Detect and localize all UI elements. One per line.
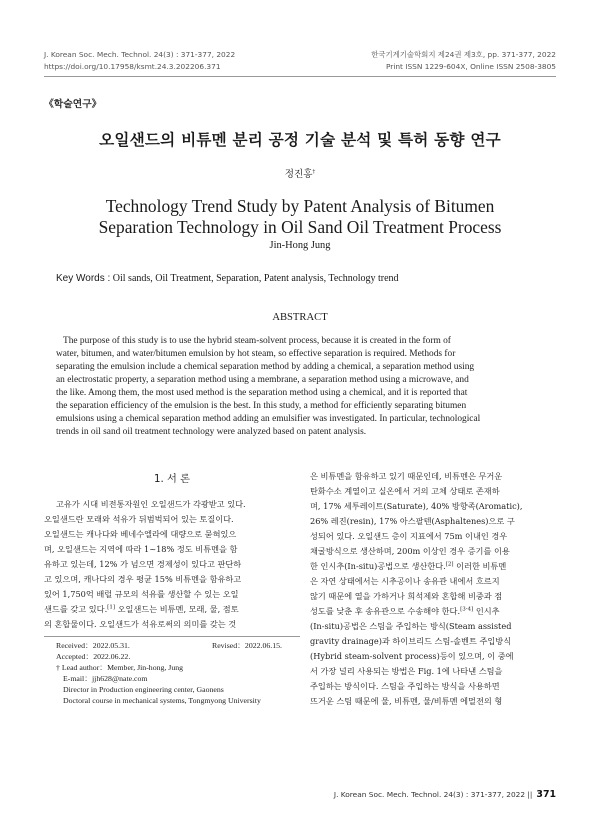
author-korean <box>0 166 600 180</box>
title-english-line-1: Technology Trend Study by Patent Analysis of Bitumen <box>105 196 495 216</box>
body-line: 오일샌드는 캐나다와 베네수엘라에 대량으로 묻혀있으 <box>44 529 237 539</box>
keywords-label: Key Words : <box>56 273 111 284</box>
abstract-line: trends in oil sand oil treatment technology were analyzed based on patent analysis. <box>56 427 367 437</box>
abstract-line: water, bitumen, and water/bitumen emulsion by hot steam, so effective separation is required. Methods for <box>56 349 456 359</box>
footer-citation: J. Korean Soc. Mech. Technol. 24(3) : 371-377, 2022 || <box>333 790 533 799</box>
body-line: 은 자연 상태에서는 시추공이나 송유관 내에서 흐르지 <box>310 576 500 586</box>
author-english: Jin-Hong Jung <box>269 240 331 251</box>
lead-author: † Lead author：Member, Jin-hong, Jung <box>56 663 184 672</box>
body-line: 26% 레진(resin), 17% 아스팔텐(Asphaltenes)으로 구 <box>310 516 515 526</box>
issn-info: Print ISSN 1229-604X, Online ISSN 2508-3805 <box>385 62 556 71</box>
abstract-line: an electrostatic property, a separation method using a membrane, a separation method using a microwave, and <box>56 375 469 385</box>
body-line: 유하고 있는데, 12% 가 넘으면 경제성이 있다고 판단하 <box>44 559 242 569</box>
citation-marker[interactable]: [1] <box>107 604 115 611</box>
body-line: 고 있으며, 캐나다의 경우 평균 15% 비튜멘을 함유하고 <box>44 574 242 584</box>
title-english-line-2: Separation Technology in Oil Sand Oil Treatment Process <box>98 217 502 237</box>
title-korean: 오일샌드의 비튜멘 분리 공정 기술 분석 및 특허 동향 연구 <box>99 131 501 149</box>
accepted-date: Accepted：2022.06.22. <box>56 652 131 661</box>
body-line: 성되어 있다. 오일샌드 층이 지표에서 75m 이내인 경우 <box>310 531 508 541</box>
citation-marker[interactable]: [3-4] <box>460 606 474 613</box>
body-line: 뜨거운 스팀 때문에 물, 비튜멘, 물/비튜멘 에멀젼의 형 <box>310 696 503 706</box>
keywords-text: Oil sands, Oil Treatment, Separation, Patent analysis, Technology trend <box>112 273 399 284</box>
body-line: 있어 1,750억 배럴 규모의 석유를 생산할 수 있는 오일 <box>44 589 239 599</box>
author-affiliation: Doctoral course in mechanical systems, Tongmyong University <box>63 696 261 705</box>
body-line: 채굴방식으로 생산하며, 200m 이상인 경우 증기를 이용 <box>310 546 510 556</box>
abstract-line: emulsions using a chemical separation method adding an emulsifier was investigated. In particular, technological <box>56 414 481 424</box>
introduction-heading: 1. 서 론 <box>154 474 190 485</box>
body-line: 고유가 시대 비전통자원인 오일샌드가 각광받고 있다. <box>56 499 246 509</box>
body-line: 한 인시추(In-situ)공법으로 생산한다.[2] 이러한 비튜멘 <box>310 561 507 571</box>
abstract-line: the separation efficiency of the emulsion is the best. In this study, a method for efficiently separating bitumen <box>56 401 467 411</box>
body-line: 서 가장 널리 사용되는 방법은 Fig. 1에 나타낸 스팀을 <box>310 666 503 676</box>
body-line: (Hybrid steam-solvent process)등이 있으며, 이 중에 <box>310 651 514 661</box>
header-rule <box>44 76 556 77</box>
author-mark: † <box>312 168 316 175</box>
journal-citation-korean: 한국기계기술학회지 제24권 제3호, pp. 371-377, 2022 <box>371 50 556 59</box>
author-affiliation: Director in Production engineering center, Gaonens <box>63 685 224 694</box>
section-label: 《학술연구》 <box>44 99 102 110</box>
page-number: 371 <box>536 789 556 800</box>
body-line: gravity drainage)과 하이브리드 스팀-솔벤트 주입방식 <box>310 636 512 646</box>
abstract-line: the like. Among them, the most used method is the separation method using a chemical, and it is reported that <box>56 388 468 398</box>
body-line: 의 혼합물이다. 오일샌드가 석유로써의 의미를 갖는 것 <box>44 619 237 629</box>
author-email[interactable]: E-mail：jjh628@nate.com <box>63 674 148 683</box>
abstract-line: separating the emulsion include a chemical separation method by adding a chemical, a separation method using <box>56 362 475 372</box>
body-line: 오일샌드란 모래와 석유가 뒤범벅되어 있는 토질이다. <box>44 514 234 524</box>
body-line: 샌드를 갖고 있다.[1] 오일샌드는 비튜멘, 모래, 물, 점토 <box>44 604 239 614</box>
author-korean-name: 정진홍 <box>284 169 313 180</box>
journal-citation: J. Korean Soc. Mech. Technol. 24(3) : 371-377, 2022 <box>44 50 236 59</box>
revised-date: Revised：2022.06.15. <box>212 641 282 650</box>
footnote-rule <box>44 636 300 637</box>
body-line: 주입하는 방식이다. 스팀을 주입하는 방식을 사용하면 <box>310 681 500 691</box>
body-line: 성도를 낮춘 후 송유관으로 수송해야 한다.[3-4] 인시추 <box>310 606 500 616</box>
body-line: 탄화수소 계열이고 실온에서 거의 고체 상태로 존재하 <box>310 486 500 496</box>
body-line: (In-situ)공법은 스팀을 주입하는 방식(Steam assisted <box>310 621 512 631</box>
abstract-heading: ABSTRACT <box>272 312 328 323</box>
doi-link[interactable]: https://doi.org/10.17958/ksmt.24.3.202206.371 <box>44 62 221 71</box>
body-line: 은 비튜멘을 함유하고 있기 때문인데, 비튜멘은 무거운 <box>310 471 503 481</box>
body-line: 며, 오일샌드는 지역에 따라 1~18% 정도 비튜멘을 함 <box>44 544 238 554</box>
keywords <box>56 273 399 284</box>
received-date: Received：2022.05.31. <box>56 641 130 650</box>
body-line: 며, 17% 세투레이트(Saturate), 40% 방향족(Aromatic), <box>310 501 523 511</box>
citation-marker[interactable]: [2] <box>445 561 454 568</box>
abstract-line: The purpose of this study is to use the hybrid steam-solvent process, because it is created in the form of <box>63 336 451 346</box>
page-footer <box>334 789 556 800</box>
body-line: 않기 때문에 열을 가하거나 희석제와 혼합해 비중과 점 <box>310 591 503 601</box>
